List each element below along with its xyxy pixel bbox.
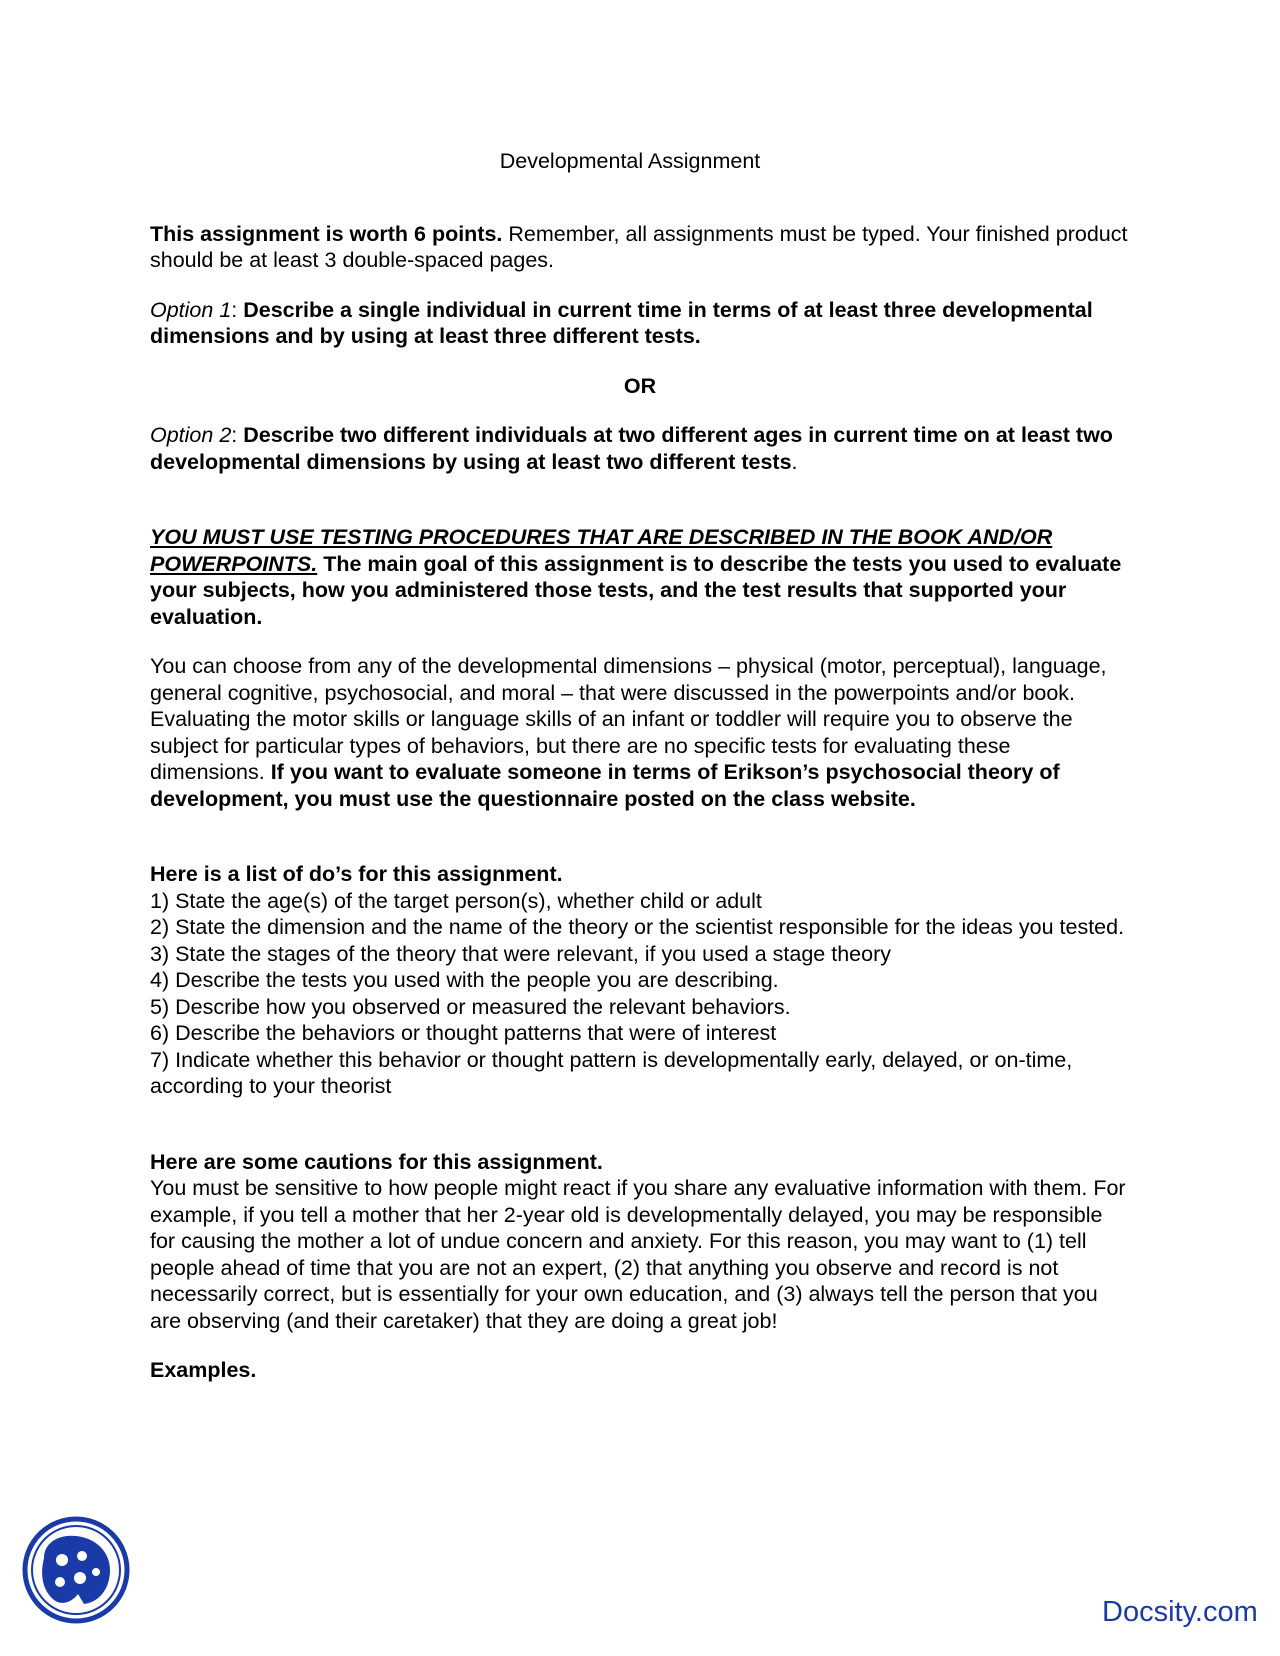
option2-paragraph <box>150 422 1130 475</box>
list-item: 2) State the dimension and the name of the theory or the scientist responsible for the ideas you tested. <box>150 915 1125 939</box>
dimensions-paragraph <box>150 653 1130 812</box>
option2-end: . <box>791 449 798 474</box>
dos-list <box>150 888 1130 1100</box>
option2-label: Option 2 <box>150 423 232 447</box>
cautions-text: You must be sensitive to how people might react if you share any evaluative information with them. For example, if you tell a mother that her 2-year old is developmentally delayed, you may be responsible for causing the mother a lot of undue concern and anxiety. For this reason, you may want to (1) tell people ahead of time that you are not an expert, (2) that anything you observe and record is not necessarily correct, but is essentially for your own education, and (3) always tell the person that you are observing (and their caretaker) that they are doing a great job! <box>150 1176 1126 1333</box>
option1-paragraph <box>150 297 1130 350</box>
dos-heading: Here is a list of do’s for this assignment. <box>150 862 563 886</box>
list-item: 7) Indicate whether this behavior or thought pattern is developmentally early, delayed, or on-time, according to your theorist <box>150 1047 1073 1098</box>
document-body <box>150 148 1130 1384</box>
docsity-logo-icon <box>22 1516 130 1624</box>
option1-label: Option 1 <box>150 297 232 322</box>
must-use-text: The main goal of this assignment is to describe the tests you used to evaluate your subjects, how you administered those tests, and the test results that supported your evaluation. <box>150 551 1122 629</box>
document-title: Developmental Assignment <box>499 149 761 173</box>
intro-bold: This assignment is worth 6 points. <box>150 221 503 246</box>
must-use-emphasis: YOU MUST USE TESTING PROCEDURES THAT ARE DESCRIBED IN THE BOOK AND/OR POWERPOINTS. <box>150 525 1053 576</box>
dimensions-bold: If you want to evaluate someone in terms of Erikson’s psychosocial theory of development, you must use the questionnaire posted on the class website. <box>150 760 1060 811</box>
list-item: 4) Describe the tests you used with the people you are describing. <box>150 968 779 992</box>
or-divider: OR <box>623 373 657 398</box>
list-item: 1) State the age(s) of the target person(s), whether child or adult <box>150 888 762 913</box>
must-use-paragraph <box>150 524 1130 630</box>
dimensions-text: You can choose from any of the developmental dimensions – physical (motor, perceptual), language, general cognitive, psychosocial, and moral – that were discussed in the powerpoints and/or book. Evaluating the motor skills or language skills of an infant or toddler will require you to observe the subject for particular types of behaviors, but there are no specific tests for evaluating these dimensions. <box>150 654 1107 784</box>
option2-text: Describe two different individuals at two different ages in current time on at least two developmental dimensions by using at least two different tests <box>150 423 1113 474</box>
option2-separator: : <box>231 423 244 447</box>
intro-text: Remember, all assignments must be typed. Your finished product should be at least 3 double-spaced pages. <box>150 221 1128 272</box>
examples-heading: Examples. <box>150 1358 257 1382</box>
list-item: 5) Describe how you observed or measured the relevant behaviors. <box>150 994 791 1019</box>
list-item: 3) State the stages of the theory that were relevant, if you used a stage theory <box>150 941 891 966</box>
docsity-brand-link[interactable]: Docsity.com <box>1102 1596 1258 1628</box>
list-item: 6) Describe the behaviors or thought patterns that were of interest <box>150 1021 777 1045</box>
option1-separator: : <box>231 297 244 322</box>
intro-paragraph <box>150 221 1130 274</box>
cautions-heading: Here are some cautions for this assignment. <box>150 1149 603 1174</box>
option1-text: Describe a single individual in current time in terms of at least three developmental dimensions and by using at least three different tests. <box>150 297 1093 348</box>
